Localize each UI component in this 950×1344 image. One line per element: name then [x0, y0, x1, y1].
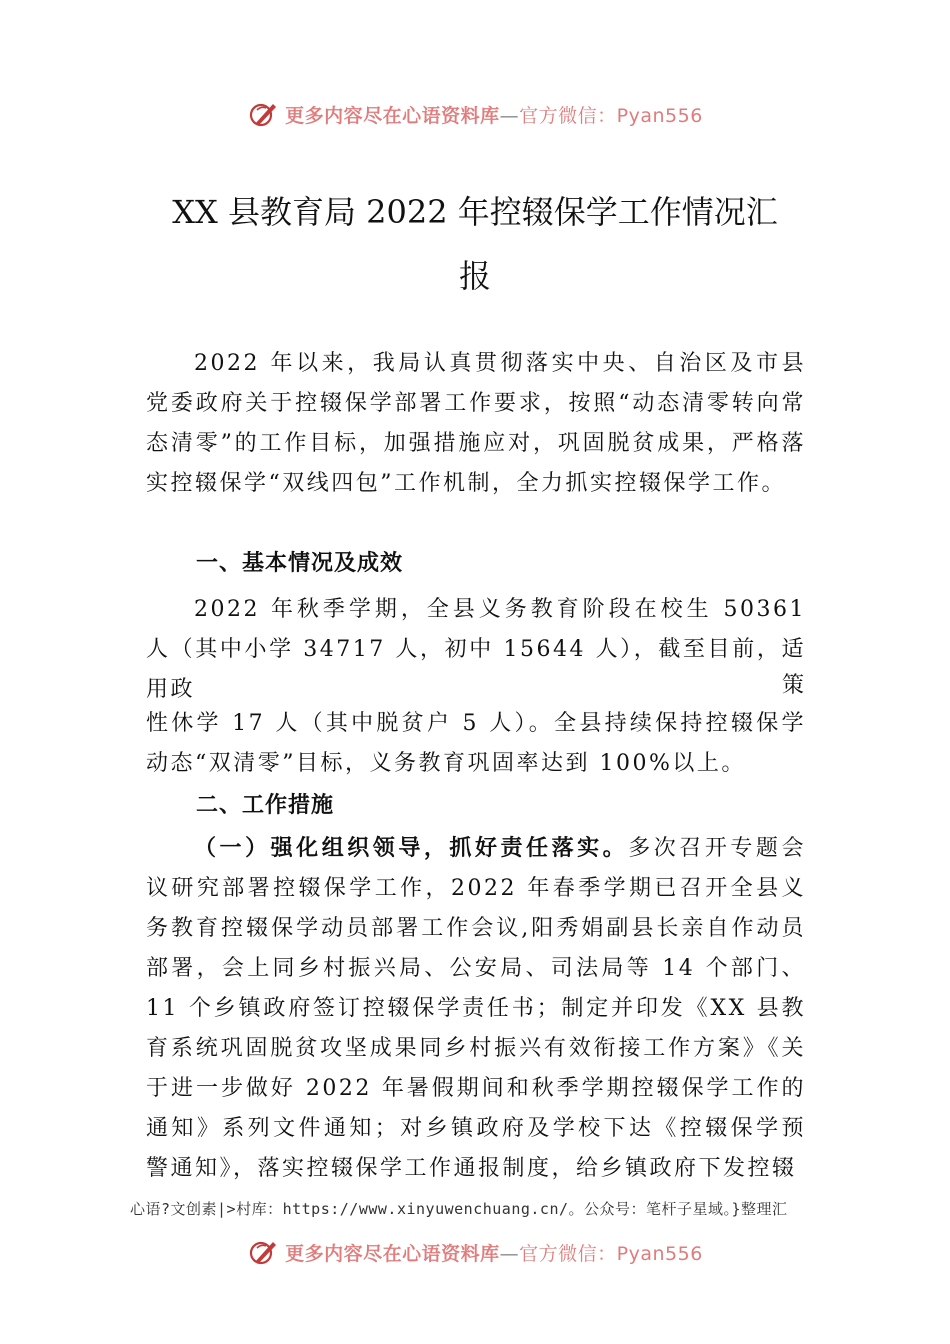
section-1-paragraph-a: 2022 年秋季学期，全县义务教育阶段在校生 50361 人（其中小学 34717 人，初中 15644 人），截至目前，适用政	[146, 597, 806, 702]
section-2-heading: 二、工作措施	[196, 793, 335, 818]
document-title	[100, 180, 850, 308]
banner-dash: —	[499, 104, 520, 127]
quill-logo-icon	[247, 98, 279, 130]
section-1-wrapped-char: 策	[782, 673, 805, 698]
banner-main-text: 更多内容尽在心语资料库	[285, 104, 500, 127]
header-watermark-banner	[0, 94, 950, 134]
subsection-1-body: 多次召开专题会议研究部署控辍保学工作，2022 年春季学期已召开全县义务教育控辍保学动员部署工作会议,阳秀娟副县长亲自作动员部署，会上同乡村振兴局、公安局、司法局等 14 个部门、11 个乡镇政府签订控辍保学责任书；制定并印发《XX 县教育系统巩固脱贫攻坚成果同乡村振兴有效衔接工作方案》《关 于进一步做好 2022 年暑假期间和秋季学期控辍保学工作的通知》系列文件通知；对乡镇政府及学校下达《控辍保学预警通知》，落实控辍保学工作通报制度，给乡镇政府下发控辍	[146, 836, 806, 1181]
banner-wechat-text: 官方微信：Pyan556	[519, 1242, 703, 1265]
subsection-1-title: （一）强化组织领导，抓好责任落实。	[194, 835, 629, 861]
source-note: 心语?文创素|>村库：https://www.xinyuwenchuang.cn/。公众号：笔杆子星域。}整理汇	[130, 1200, 788, 1218]
banner-main-text: 更多内容尽在心语资料库	[285, 1242, 500, 1265]
section-2-subsection-1	[146, 828, 806, 1189]
banner-text	[285, 101, 703, 128]
banner-wechat-text: 官方微信：Pyan556	[519, 104, 703, 127]
footer-watermark-banner	[0, 1232, 950, 1272]
banner-dash: —	[499, 1242, 520, 1265]
quill-logo-icon	[247, 1236, 279, 1268]
intro-paragraph: 2022 年以来，我局认真贯彻落实中央、自治区及市县党委政府关于控辍保学部署工作要求，按照“动态清零转向常态清零”的工作目标，加强措施应对，巩固脱贫成果，严格落实控辍保学“双线四包”工作机制，全力抓实控辍保学工作。	[146, 351, 806, 496]
title-line-1: XX 县教育局 2022 年控辍保学工作情况汇	[172, 193, 778, 231]
section-1-heading: 一、基本情况及成效	[196, 551, 404, 576]
banner-text	[285, 1239, 703, 1266]
section-1-paragraph-b: 性休学 17 人（其中脱贫户 5 人）。全县持续保持控辍保学动态“双清零”目标，义务教育巩固率达到 100%以上。	[146, 711, 806, 776]
title-line-2: 报	[458, 257, 491, 295]
